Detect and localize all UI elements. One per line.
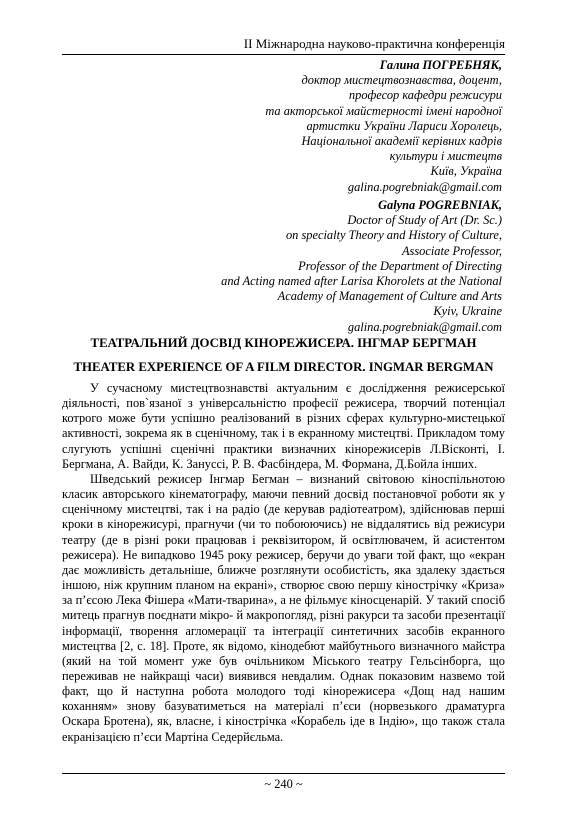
author-location: Київ, Україна [430, 164, 502, 179]
author-title-line: культури і мистецтв [389, 149, 502, 164]
article-body [62, 381, 505, 745]
author-name: Галина ПОГРЕБНЯК, [379, 58, 502, 72]
conference-header: II Міжнародна науково-практична конференція [243, 36, 505, 51]
author-title-line: професор кафедри режисури [348, 88, 502, 103]
author-location: Kyiv, Ukraine [433, 304, 502, 319]
author-block-english [221, 198, 502, 335]
author-title-line: on specialty Theory and History of Culture, [285, 228, 502, 243]
page-number: ~ 240 ~ [264, 777, 303, 791]
body-paragraph: Шведський режисер Інгмар Бегман – визнаний світовою кіноспільнотою класик авторського кінематографу, маючи певний досвід постановчої роботи як у сценічному мистецтві, так і на радіо (де керував радіотеатром), здійснював перші кроки в кінорежисурі, прагнучи (чи то побоюючись) не віддалятись від режисури театру (де в різні роки працював і реквізитором, й освітлювачем, й асистентом режисера). Не випадково 1945 року режисер, беручи до уваги той факт, що «екран дає можливість детальніше, ближче розглянути особистість, яка здалеку здається іншою, ніж крупним планом на екрані», створює свою першу кінострічку «Криза» за п’єсою Лека Фішера «Мати-тварина», а не фільмує кіносценарій. У такий спосіб митець прагнув поєднати мікро- й макропогляд, різні ракурси та засоби презентації інформації, творення агломерації та інтеграції синтетичних засобів екранного мистецтва [2, с. 18]. Проте, як відомо, кінодебют майбутнього визначного майстра (який на той момент уже був очільником Міського театру Гельсінборга, що переживав не найкращі часи) виявився невдалим. Однак показовим назвемо той факт, що й наступна робота молодого тоді кінорежисера «Дощ над нашим коханням» знову базуватиметься на матеріалі п’єси (норвезького драматурга Оскара Бротена), як, власне, і кінострічка «Корабель іде в Індію», що також стала екранізацією п’єси Мартіна Седерйєльма. [62, 471, 505, 744]
author-name: Galyna POGREBNIAK, [378, 198, 502, 212]
author-email[interactable]: galina.pogrebniak@gmail.com [347, 319, 502, 334]
header-divider [62, 54, 505, 55]
author-title-line: доктор мистецтвознавства, доцент, [301, 73, 502, 88]
author-email[interactable]: galina.pogrebniak@gmail.com [347, 179, 502, 194]
article-title-ukrainian: ТЕАТРАЛЬНИЙ ДОСВІД КІНОРЕЖИСЕРА. ІНГМАР БЕРГМАН [90, 336, 477, 350]
author-title-line: Professor of the Department of Directing [298, 258, 502, 273]
author-title-line: Associate Professor, [401, 243, 502, 258]
body-paragraph: У сучасному мистецтвознавстві актуальним є дослідження режисерської діяльності, пов`язаної з універсальністю професії режисера, творчий потенціал котрого може бути успішно реалізований в різних сферах культурно-мистецької активності, зокрема як в сценічному, так і в екранному мистецтві. Прикладом тому слугують успішні сценічні практики визначних кінорежисерів Л.Вісконті, І. Бергмана, А. Вайди, К. Занусcі, Р. В. Фасбіндера, М. Формана, Д.Бойла інших. [62, 381, 505, 471]
author-title-line: та акторської майстерності імені народної [265, 103, 502, 118]
author-title-line: Doctor of Study of Art (Dr. Sc.) [347, 213, 502, 228]
author-block-ukrainian [265, 58, 502, 195]
author-title-line: Національної академії керівних кадрів [301, 134, 502, 149]
article-title-english: THEATER EXPERIENCE OF A FILM DIRECTOR. INGMAR BERGMAN [73, 360, 494, 374]
author-title-line: and Acting named after Larisa Khorolets at the National [221, 274, 502, 289]
author-title-line: артистки України Лариси Хоролець, [306, 118, 502, 133]
author-title-line: Academy of Management of Culture and Arts [277, 289, 502, 304]
footer-divider [62, 773, 505, 774]
